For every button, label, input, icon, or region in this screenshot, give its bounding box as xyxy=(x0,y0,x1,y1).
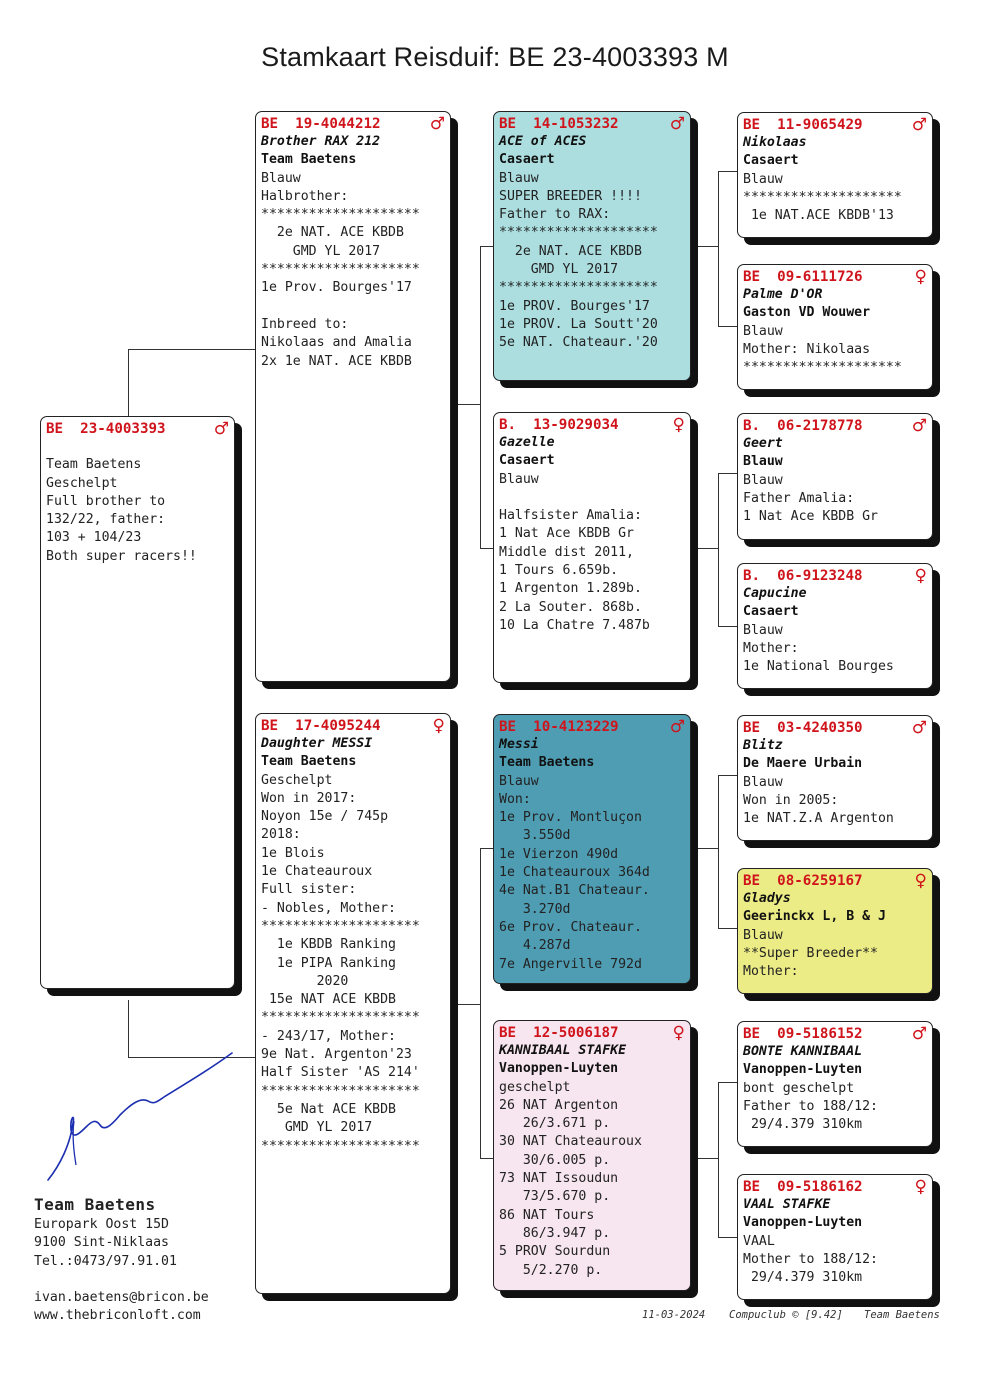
detail-line: GMD YL 2017 xyxy=(261,1120,373,1136)
card-header xyxy=(499,115,685,133)
male-icon: ♂ xyxy=(911,115,927,135)
pigeon-card-sire-sire xyxy=(493,111,691,381)
detail-line: 4.287d xyxy=(499,938,571,954)
card-header xyxy=(499,718,685,736)
ring-number: BE 12-5006187 xyxy=(499,1025,619,1041)
card-details xyxy=(46,438,229,566)
detail-line: 5 PROV Sourdun xyxy=(499,1244,611,1260)
detail-line: 2020 xyxy=(261,973,349,989)
detail-line: Blauw xyxy=(261,170,301,186)
detail-line: 10 La Chatre 7.487b xyxy=(499,617,650,633)
footer-owner: Team Baetens xyxy=(864,1309,940,1321)
female-icon: ♀ xyxy=(914,871,927,891)
detail-line: Father to RAX: xyxy=(499,207,611,223)
connector-line xyxy=(718,1082,738,1083)
detail-line: Mother: Nikolaas xyxy=(743,341,871,357)
detail-line: Half Sister 'AS 214' xyxy=(261,1065,420,1081)
detail-line: 1e National Bourges xyxy=(743,659,894,675)
detail-line: Blauw xyxy=(499,773,539,789)
male-icon: ♂ xyxy=(911,1024,927,1044)
detail-line: ******************** xyxy=(261,918,420,934)
detail-line: 103 + 104/23 xyxy=(46,530,142,546)
detail-line: 2018: xyxy=(261,827,301,843)
card-header xyxy=(743,268,927,286)
address-street: Europark Oost 15D xyxy=(34,1217,169,1232)
ring-number: BE 11-9065429 xyxy=(743,117,863,133)
pigeon-name: Messi xyxy=(499,737,539,752)
breeder-name: Team Baetens xyxy=(261,152,357,168)
pigeon-name: Gazelle xyxy=(499,435,555,450)
pigeon-card-ssd xyxy=(737,264,933,390)
detail-line: Nikolaas and Amalia xyxy=(261,335,412,351)
detail-line: 15e NAT ACE KBDB xyxy=(261,992,396,1008)
detail-line: 6e Prov. Chateaur. xyxy=(499,919,642,935)
female-icon: ♀ xyxy=(914,566,927,586)
male-icon: ♂ xyxy=(669,114,685,134)
detail-line: 86/3.947 p. xyxy=(499,1225,611,1241)
footer-date: 11-03-2024 xyxy=(642,1309,706,1321)
card-details xyxy=(261,772,445,1156)
connector-line xyxy=(718,473,738,474)
detail-line: 4e Nat.B1 Chateaur. xyxy=(499,883,650,899)
card-details xyxy=(743,323,927,378)
detail-line: GMD YL 2017 xyxy=(499,262,619,278)
ring-number: BE 09-6111726 xyxy=(743,269,863,285)
detail-line: 1e PROV. La Soutt'20 xyxy=(499,316,658,332)
connector-line xyxy=(718,473,719,626)
connector-line xyxy=(718,1082,719,1237)
detail-line: 30 NAT Chateauroux xyxy=(499,1134,642,1150)
footer-software: Compuclub © [9.42] xyxy=(729,1309,843,1321)
detail-line: Blauw xyxy=(743,323,783,339)
detail-line: Mother to 188/12: xyxy=(743,1251,878,1267)
detail-line: - 243/17, Mother: xyxy=(261,1028,396,1044)
connector-line xyxy=(690,1158,718,1159)
detail-line: 1e Chateauroux 364d xyxy=(499,865,650,881)
address-website: www.thebriconloft.com xyxy=(34,1308,201,1324)
detail-line: 73 NAT Issoudun xyxy=(499,1171,619,1187)
detail-line: Blauw xyxy=(743,927,783,943)
detail-line: geschelpt xyxy=(499,1079,571,1095)
detail-line: 26/3.671 p. xyxy=(499,1116,611,1132)
address-email: ivan.baetens@bricon.be xyxy=(34,1289,209,1305)
detail-line: Full sister: xyxy=(261,882,357,898)
pigeon-card-dds xyxy=(737,1021,933,1147)
female-icon: ♀ xyxy=(672,415,685,435)
male-icon: ♂ xyxy=(911,718,927,738)
pigeon-card-sire-dam xyxy=(493,412,691,683)
connector-line xyxy=(718,326,738,327)
detail-line: GMD YL 2017 xyxy=(261,243,381,259)
card-header xyxy=(743,1025,927,1043)
detail-line: **Super Breeder** xyxy=(743,945,878,961)
detail-line: Both super racers!! xyxy=(46,548,197,564)
connector-line xyxy=(718,1237,738,1238)
pigeon-name: Geert xyxy=(743,436,783,451)
connector-line xyxy=(480,246,481,548)
card-details xyxy=(743,622,927,677)
connector-line xyxy=(480,1158,494,1159)
ring-number: BE 14-1053232 xyxy=(499,116,619,132)
ring-number: BE 03-4240350 xyxy=(743,720,863,736)
detail-line: Geschelpt xyxy=(46,475,118,491)
breeder-name: Team Baetens xyxy=(261,754,357,770)
detail-line: 1e NAT.Z.A Argenton xyxy=(743,811,894,827)
breeder-name: Casaert xyxy=(743,153,799,169)
male-icon: ♂ xyxy=(911,416,927,436)
breeder-name: Gaston VD Wouwer xyxy=(743,305,871,321)
card-details xyxy=(743,774,927,829)
breeder-name: Casaert xyxy=(499,152,555,168)
owner-name: Team Baetens xyxy=(34,1195,156,1214)
detail-line: Blauw xyxy=(743,774,783,790)
ring-number: B. 06-9123248 xyxy=(743,568,863,584)
detail-line: Geschelpt xyxy=(261,772,333,788)
card-details xyxy=(261,170,445,371)
pigeon-name: KANNIBAAL STAFKE xyxy=(499,1043,627,1058)
connector-line xyxy=(718,171,738,172)
card-header xyxy=(743,116,927,134)
pigeon-name: Palme D'OR xyxy=(743,287,823,302)
detail-line: Won in 2005: xyxy=(743,792,839,808)
connector-line xyxy=(480,548,494,549)
connector-line xyxy=(690,246,718,247)
detail-line: - Nobles, Mother: xyxy=(261,900,396,916)
pigeon-name: Capucine xyxy=(743,586,807,601)
detail-line: Blauw xyxy=(499,170,539,186)
detail-line: 2e NAT. ACE KBDB xyxy=(499,243,642,259)
card-details xyxy=(499,1079,685,1280)
page-title: Stamkaart Reisduif: BE 23-4003393 M xyxy=(261,42,729,72)
card-details xyxy=(743,1080,927,1135)
breeder-name: Geerinckx L, B & J xyxy=(743,909,886,925)
connector-line xyxy=(718,775,738,776)
female-icon: ♀ xyxy=(432,716,445,736)
detail-line: Inbreed to: xyxy=(261,316,349,332)
pigeon-name: Daughter MESSI xyxy=(261,736,373,751)
card-header xyxy=(261,115,445,133)
breeder-name: Vanoppen-Luyten xyxy=(499,1061,619,1077)
detail-line: ******************** xyxy=(499,225,658,241)
card-header xyxy=(499,416,685,434)
detail-line: ******************** xyxy=(261,207,420,223)
detail-line: Won: xyxy=(499,791,531,807)
card-header xyxy=(46,420,229,438)
pigeon-card-dam xyxy=(255,713,451,1294)
connector-line xyxy=(450,404,480,405)
detail-line: ******************** xyxy=(261,1010,420,1026)
connector-line xyxy=(480,848,494,849)
detail-line: 1e KBDB Ranking xyxy=(261,937,396,953)
detail-line: Blauw xyxy=(743,171,783,187)
detail-line: Team Baetens xyxy=(46,457,142,473)
detail-line: Blauw xyxy=(499,471,539,487)
detail-line: ******************** xyxy=(261,1083,420,1099)
detail-line: SUPER BREEDER !!!! xyxy=(499,188,642,204)
detail-line: Won in 2017: xyxy=(261,790,357,806)
card-header xyxy=(743,719,927,737)
detail-line: 1e Prov. Bourges'17 xyxy=(261,280,412,296)
breeder-name: De Maere Urbain xyxy=(743,756,863,772)
card-details xyxy=(499,773,685,974)
detail-line xyxy=(261,298,445,316)
detail-line xyxy=(499,489,685,507)
connector-line xyxy=(718,626,738,627)
ring-number: BE 08-6259167 xyxy=(743,873,863,889)
pigeon-card-ddd xyxy=(737,1174,933,1300)
pigeon-card-sss xyxy=(737,112,933,238)
detail-line: Blauw xyxy=(743,472,783,488)
detail-line: 26 NAT Argenton xyxy=(499,1097,619,1113)
breeder-name: Blauw xyxy=(743,454,783,470)
card-details xyxy=(743,472,927,527)
detail-line: Halbrother: xyxy=(261,188,349,204)
detail-line: Noyon 15e / 745p xyxy=(261,809,389,825)
ring-number: B. 06-2178778 xyxy=(743,418,863,434)
pigeon-name: BONTE KANNIBAAL xyxy=(743,1044,863,1059)
detail-line: Father to 188/12: xyxy=(743,1098,878,1114)
detail-line: ******************** xyxy=(261,1138,420,1154)
female-icon: ♀ xyxy=(914,1177,927,1197)
card-header xyxy=(499,1024,685,1042)
pigeon-name: Brother RAX 212 xyxy=(261,134,381,149)
ring-number: BE 09-5186162 xyxy=(743,1179,863,1195)
card-details xyxy=(743,927,927,982)
pigeon-card-dss xyxy=(737,715,933,841)
pigeon-card-subject xyxy=(40,416,235,989)
detail-line: 3.550d xyxy=(499,828,571,844)
detail-line: 1e PIPA Ranking xyxy=(261,955,396,971)
detail-line: Full brother to xyxy=(46,493,166,509)
detail-line: VAAL xyxy=(743,1233,775,1249)
connector-line xyxy=(128,349,256,350)
detail-line: ******************** xyxy=(743,189,902,205)
detail-line: Mother: xyxy=(743,640,799,656)
pigeon-name: Nikolaas xyxy=(743,135,807,150)
address-phone: Tel.:0473/97.91.01 xyxy=(34,1253,177,1269)
breeder-name: Vanoppen-Luyten xyxy=(743,1215,863,1231)
female-icon: ♀ xyxy=(914,267,927,287)
card-details xyxy=(743,171,927,226)
card-header xyxy=(743,872,927,890)
owner-address xyxy=(34,1194,209,1325)
pigeon-card-sire xyxy=(255,111,451,682)
connector-line xyxy=(690,848,718,849)
breeder-name: Casaert xyxy=(743,604,799,620)
card-header xyxy=(743,567,927,585)
detail-line: 9e Nat. Argenton'23 xyxy=(261,1047,412,1063)
detail-line: 1 Nat Ace KBDB Gr xyxy=(499,526,634,542)
pigeon-card-dam-dam xyxy=(493,1020,691,1291)
male-icon: ♂ xyxy=(213,419,229,439)
detail-line: 5/2.270 p. xyxy=(499,1262,603,1278)
address-city: 9100 Sint-Niklaas xyxy=(34,1235,169,1251)
detail-line: 29/4.379 310km xyxy=(743,1117,863,1133)
detail-line: 73/5.670 p. xyxy=(499,1189,611,1205)
detail-line: 30/6.005 p. xyxy=(499,1152,611,1168)
detail-line: Middle dist 2011, xyxy=(499,544,634,560)
pigeon-card-dam-sire xyxy=(493,714,691,984)
detail-line: 29/4.379 310km xyxy=(743,1270,863,1286)
ring-number: BE 19-4044212 xyxy=(261,116,381,132)
card-header xyxy=(743,1178,927,1196)
card-details xyxy=(499,170,685,353)
connector-line xyxy=(718,775,719,928)
connector-line xyxy=(450,1004,480,1005)
detail-line: 86 NAT Tours xyxy=(499,1207,595,1223)
detail-line: ******************** xyxy=(261,262,420,278)
detail-line: 1 Argenton 1.289b. xyxy=(499,581,642,597)
detail-line: 1e NAT.ACE KBDB'13 xyxy=(743,208,894,224)
detail-line: bont geschelpt xyxy=(743,1080,855,1096)
detail-line: Mother: xyxy=(743,964,799,980)
detail-line: 2e NAT. ACE KBDB xyxy=(261,225,404,241)
ring-number: BE 10-4123229 xyxy=(499,719,619,735)
pigeon-name: VAAL STAFKE xyxy=(743,1197,831,1212)
connector-line xyxy=(690,548,718,549)
connector-line xyxy=(718,928,738,929)
female-icon: ♀ xyxy=(672,1023,685,1043)
ring-number: BE 09-5186152 xyxy=(743,1026,863,1042)
connector-line xyxy=(480,848,481,1158)
pigeon-name: Gladys xyxy=(743,891,791,906)
pigeon-name: Blitz xyxy=(743,738,783,753)
ring-number: BE 17-4095244 xyxy=(261,718,381,734)
detail-line: 1e PROV. Bourges'17 xyxy=(499,298,650,314)
detail-line: 3.270d xyxy=(499,901,571,917)
detail-line: 1e Blois xyxy=(261,845,325,861)
detail-line: 1e Chateauroux xyxy=(261,864,373,880)
detail-line: Father Amalia: xyxy=(743,490,855,506)
pigeon-card-dsd xyxy=(737,868,933,994)
breeder-name: Team Baetens xyxy=(499,755,595,771)
detail-line: 7e Angerville 792d xyxy=(499,956,642,972)
male-icon: ♂ xyxy=(669,717,685,737)
detail-line: 2 La Souter. 868b. xyxy=(499,599,642,615)
detail-line: 1e Vierzon 490d xyxy=(499,846,619,862)
detail-line: 1 Tours 6.659b. xyxy=(499,563,619,579)
card-header xyxy=(261,717,445,735)
detail-line: ******************** xyxy=(499,280,658,296)
card-header xyxy=(743,417,927,435)
detail-line: 1e Prov. Montluçon xyxy=(499,810,642,826)
ring-number: BE 23-4003393 xyxy=(46,421,166,437)
card-details xyxy=(743,1233,927,1288)
detail-line: 5e Nat ACE KBDB xyxy=(261,1101,396,1117)
detail-line xyxy=(46,438,229,456)
detail-line: 1 Nat Ace KBDB Gr xyxy=(743,509,878,525)
connector-line xyxy=(128,349,129,416)
detail-line: 2x 1e NAT. ACE KBDB xyxy=(261,353,412,369)
ring-number: B. 13-9029034 xyxy=(499,417,619,433)
pigeon-card-sdd xyxy=(737,563,933,689)
breeder-name: Casaert xyxy=(499,453,555,469)
breeder-name: Vanoppen-Luyten xyxy=(743,1062,863,1078)
detail-line: ******************** xyxy=(743,360,902,376)
pigeon-card-sds xyxy=(737,413,933,540)
handwritten-signature xyxy=(40,1035,280,1185)
pigeon-name: ACE of ACES xyxy=(499,134,587,149)
male-icon: ♂ xyxy=(429,114,445,134)
detail-line: Blauw xyxy=(743,622,783,638)
detail-line: 132/22, father: xyxy=(46,512,166,528)
connector-line xyxy=(718,171,719,326)
card-details xyxy=(499,471,685,636)
detail-line: Halfsister Amalia: xyxy=(499,508,642,524)
connector-line xyxy=(480,246,494,247)
detail-line: 5e NAT. Chateaur.'20 xyxy=(499,335,658,351)
